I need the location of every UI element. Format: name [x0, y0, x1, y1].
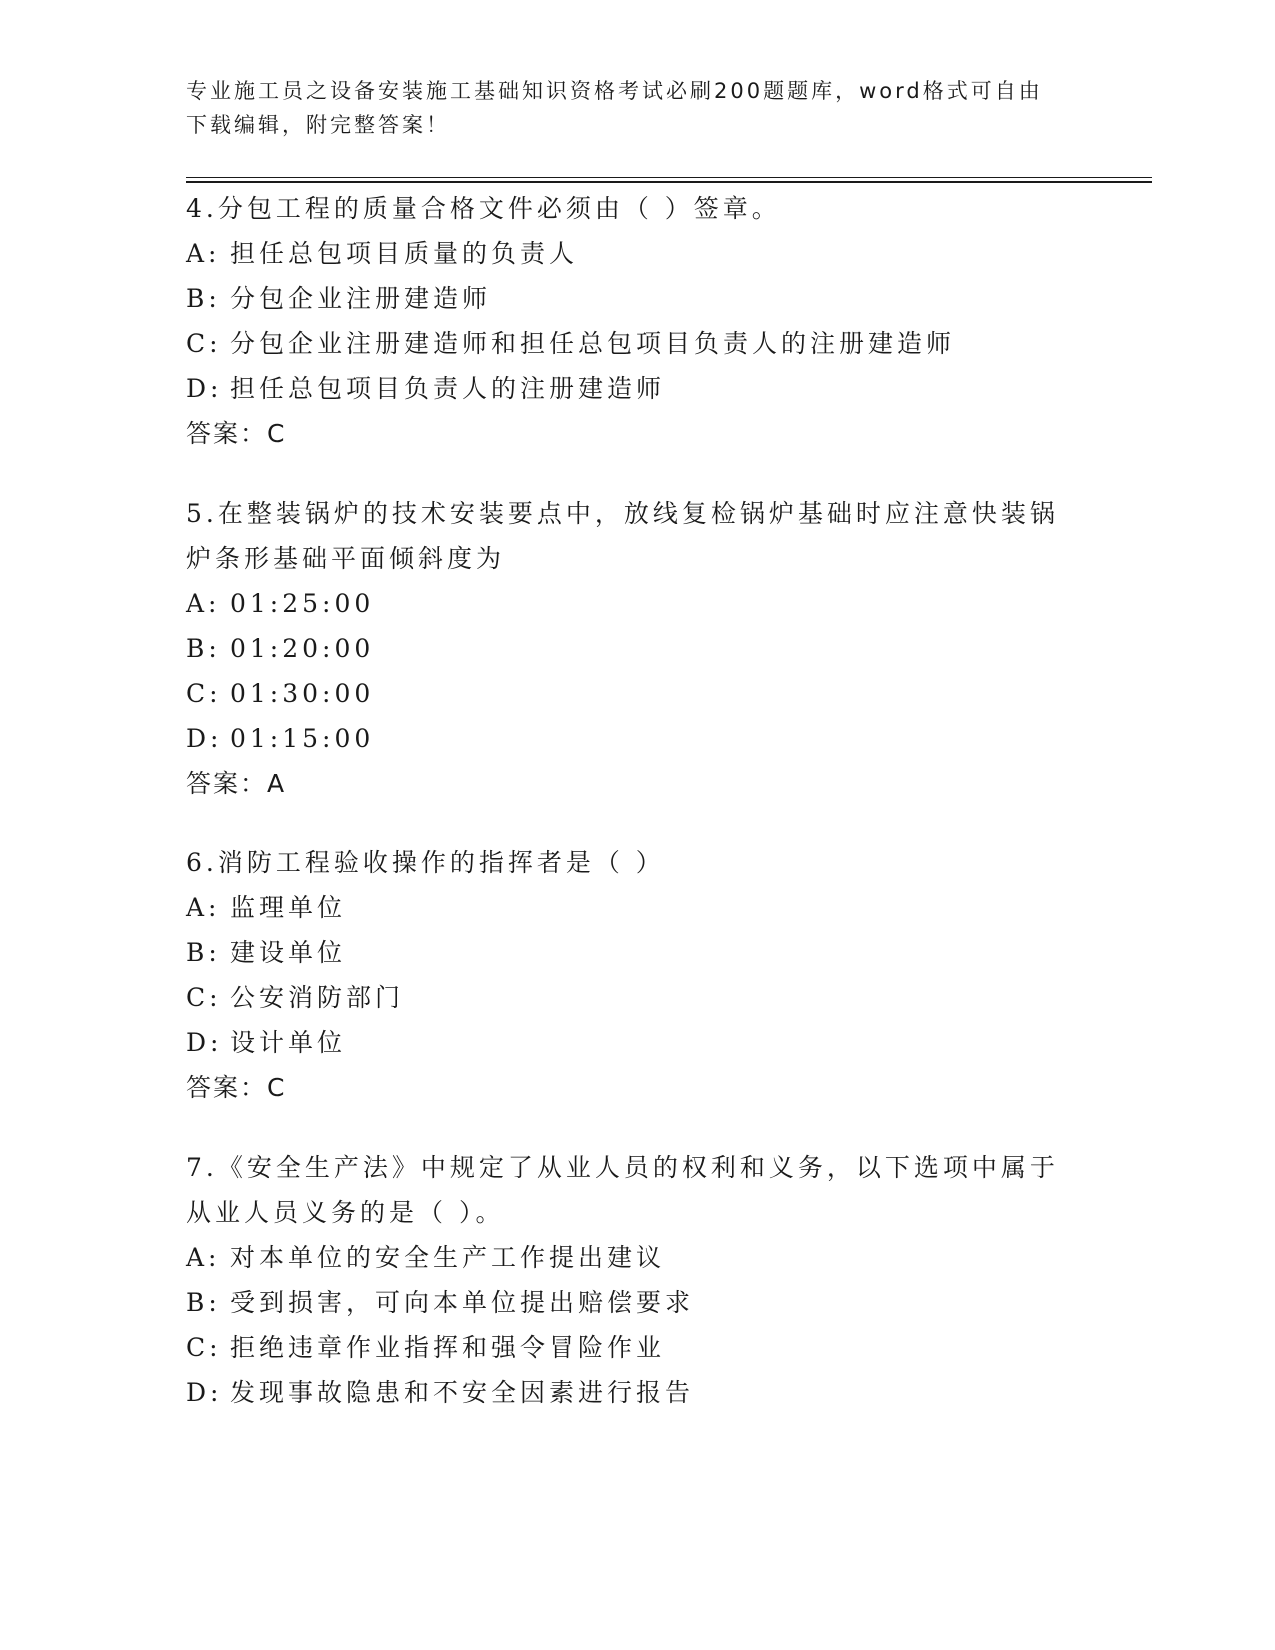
option-text: 受到损害，可向本单位提出赔偿要求: [230, 1288, 695, 1317]
option-text: 拒绝违章作业指挥和强令冒险作业: [230, 1333, 666, 1362]
option-key: C:: [186, 679, 222, 708]
option-b: [186, 930, 1086, 975]
option-key: B:: [186, 1288, 221, 1317]
option-text: 设计单位: [230, 1028, 347, 1057]
option-text: 分包企业注册建造师: [230, 284, 492, 313]
answer-line: 答案：A: [186, 769, 287, 798]
option-key: B:: [186, 938, 221, 967]
question-stem-line-1: 7.《安全生产法》中规定了从业人员的权利和义务，以下选项中属于: [186, 1153, 1059, 1182]
option-c: [186, 321, 1086, 366]
question-4: [186, 186, 1086, 456]
question-stem-line-2: 炉条形基础平面倾斜度为: [186, 544, 506, 573]
option-key: C:: [186, 1333, 222, 1362]
option-key: A:: [186, 1243, 221, 1272]
header-line-1: 专业施工员之设备安装施工基础知识资格考试必刷200题题库，word格式可自由: [186, 79, 1043, 103]
header-divider-thin: [186, 177, 1152, 178]
option-text: 01:25:00: [230, 589, 375, 618]
option-a: [186, 1235, 1086, 1280]
option-a: [186, 885, 1086, 930]
question-5: [186, 491, 1086, 806]
option-key: D:: [186, 1028, 223, 1057]
question-stem-line-2: 从业人员义务的是（ ）。: [186, 1198, 505, 1227]
option-key: B:: [186, 634, 221, 663]
option-text: 对本单位的安全生产工作提出建议: [230, 1243, 666, 1272]
option-text: 监理单位: [230, 893, 347, 922]
option-b: [186, 626, 1086, 671]
option-b: [186, 1280, 1086, 1325]
header-divider-thick: [186, 181, 1152, 183]
answer-line: 答案：C: [186, 419, 287, 448]
option-a: [186, 231, 1086, 276]
option-text: 01:30:00: [230, 679, 375, 708]
question-7: [186, 1145, 1086, 1415]
option-text: 担任总包项目负责人的注册建造师: [230, 374, 666, 403]
option-key: B:: [186, 284, 221, 313]
option-key: A:: [186, 239, 221, 268]
option-key: A:: [186, 893, 221, 922]
option-text: 发现事故隐患和不安全因素进行报告: [230, 1378, 695, 1407]
option-key: C:: [186, 983, 222, 1012]
option-b: [186, 276, 1086, 321]
option-d: [186, 366, 1086, 411]
option-text: 01:15:00: [230, 724, 375, 753]
option-c: [186, 1325, 1086, 1370]
option-key: D:: [186, 724, 223, 753]
option-d: [186, 1020, 1086, 1065]
header-line-2: 下载编辑，附完整答案！: [186, 113, 450, 137]
document-header: [186, 74, 1086, 142]
question-6: [186, 840, 1086, 1110]
option-text: 建设单位: [230, 938, 347, 967]
option-a: [186, 581, 1086, 626]
question-stem-line-1: 5.在整装锅炉的技术安装要点中，放线复检锅炉基础时应注意快装锅: [186, 499, 1059, 528]
option-text: 分包企业注册建造师和担任总包项目负责人的注册建造师: [230, 329, 956, 358]
option-d: [186, 716, 1086, 761]
option-text: 公安消防部门: [230, 983, 405, 1012]
option-key: C:: [186, 329, 222, 358]
question-stem: 4.分包工程的质量合格文件必须由（ ）签章。: [186, 194, 781, 223]
answer-line: 答案：C: [186, 1073, 287, 1102]
option-key: A:: [186, 589, 221, 618]
option-key: D:: [186, 374, 223, 403]
option-text: 01:20:00: [230, 634, 375, 663]
option-d: [186, 1370, 1086, 1415]
option-key: D:: [186, 1378, 223, 1407]
question-stem: 6.消防工程验收操作的指挥者是（ ）: [186, 848, 665, 877]
option-c: [186, 975, 1086, 1020]
option-c: [186, 671, 1086, 716]
option-text: 担任总包项目质量的负责人: [230, 239, 579, 268]
